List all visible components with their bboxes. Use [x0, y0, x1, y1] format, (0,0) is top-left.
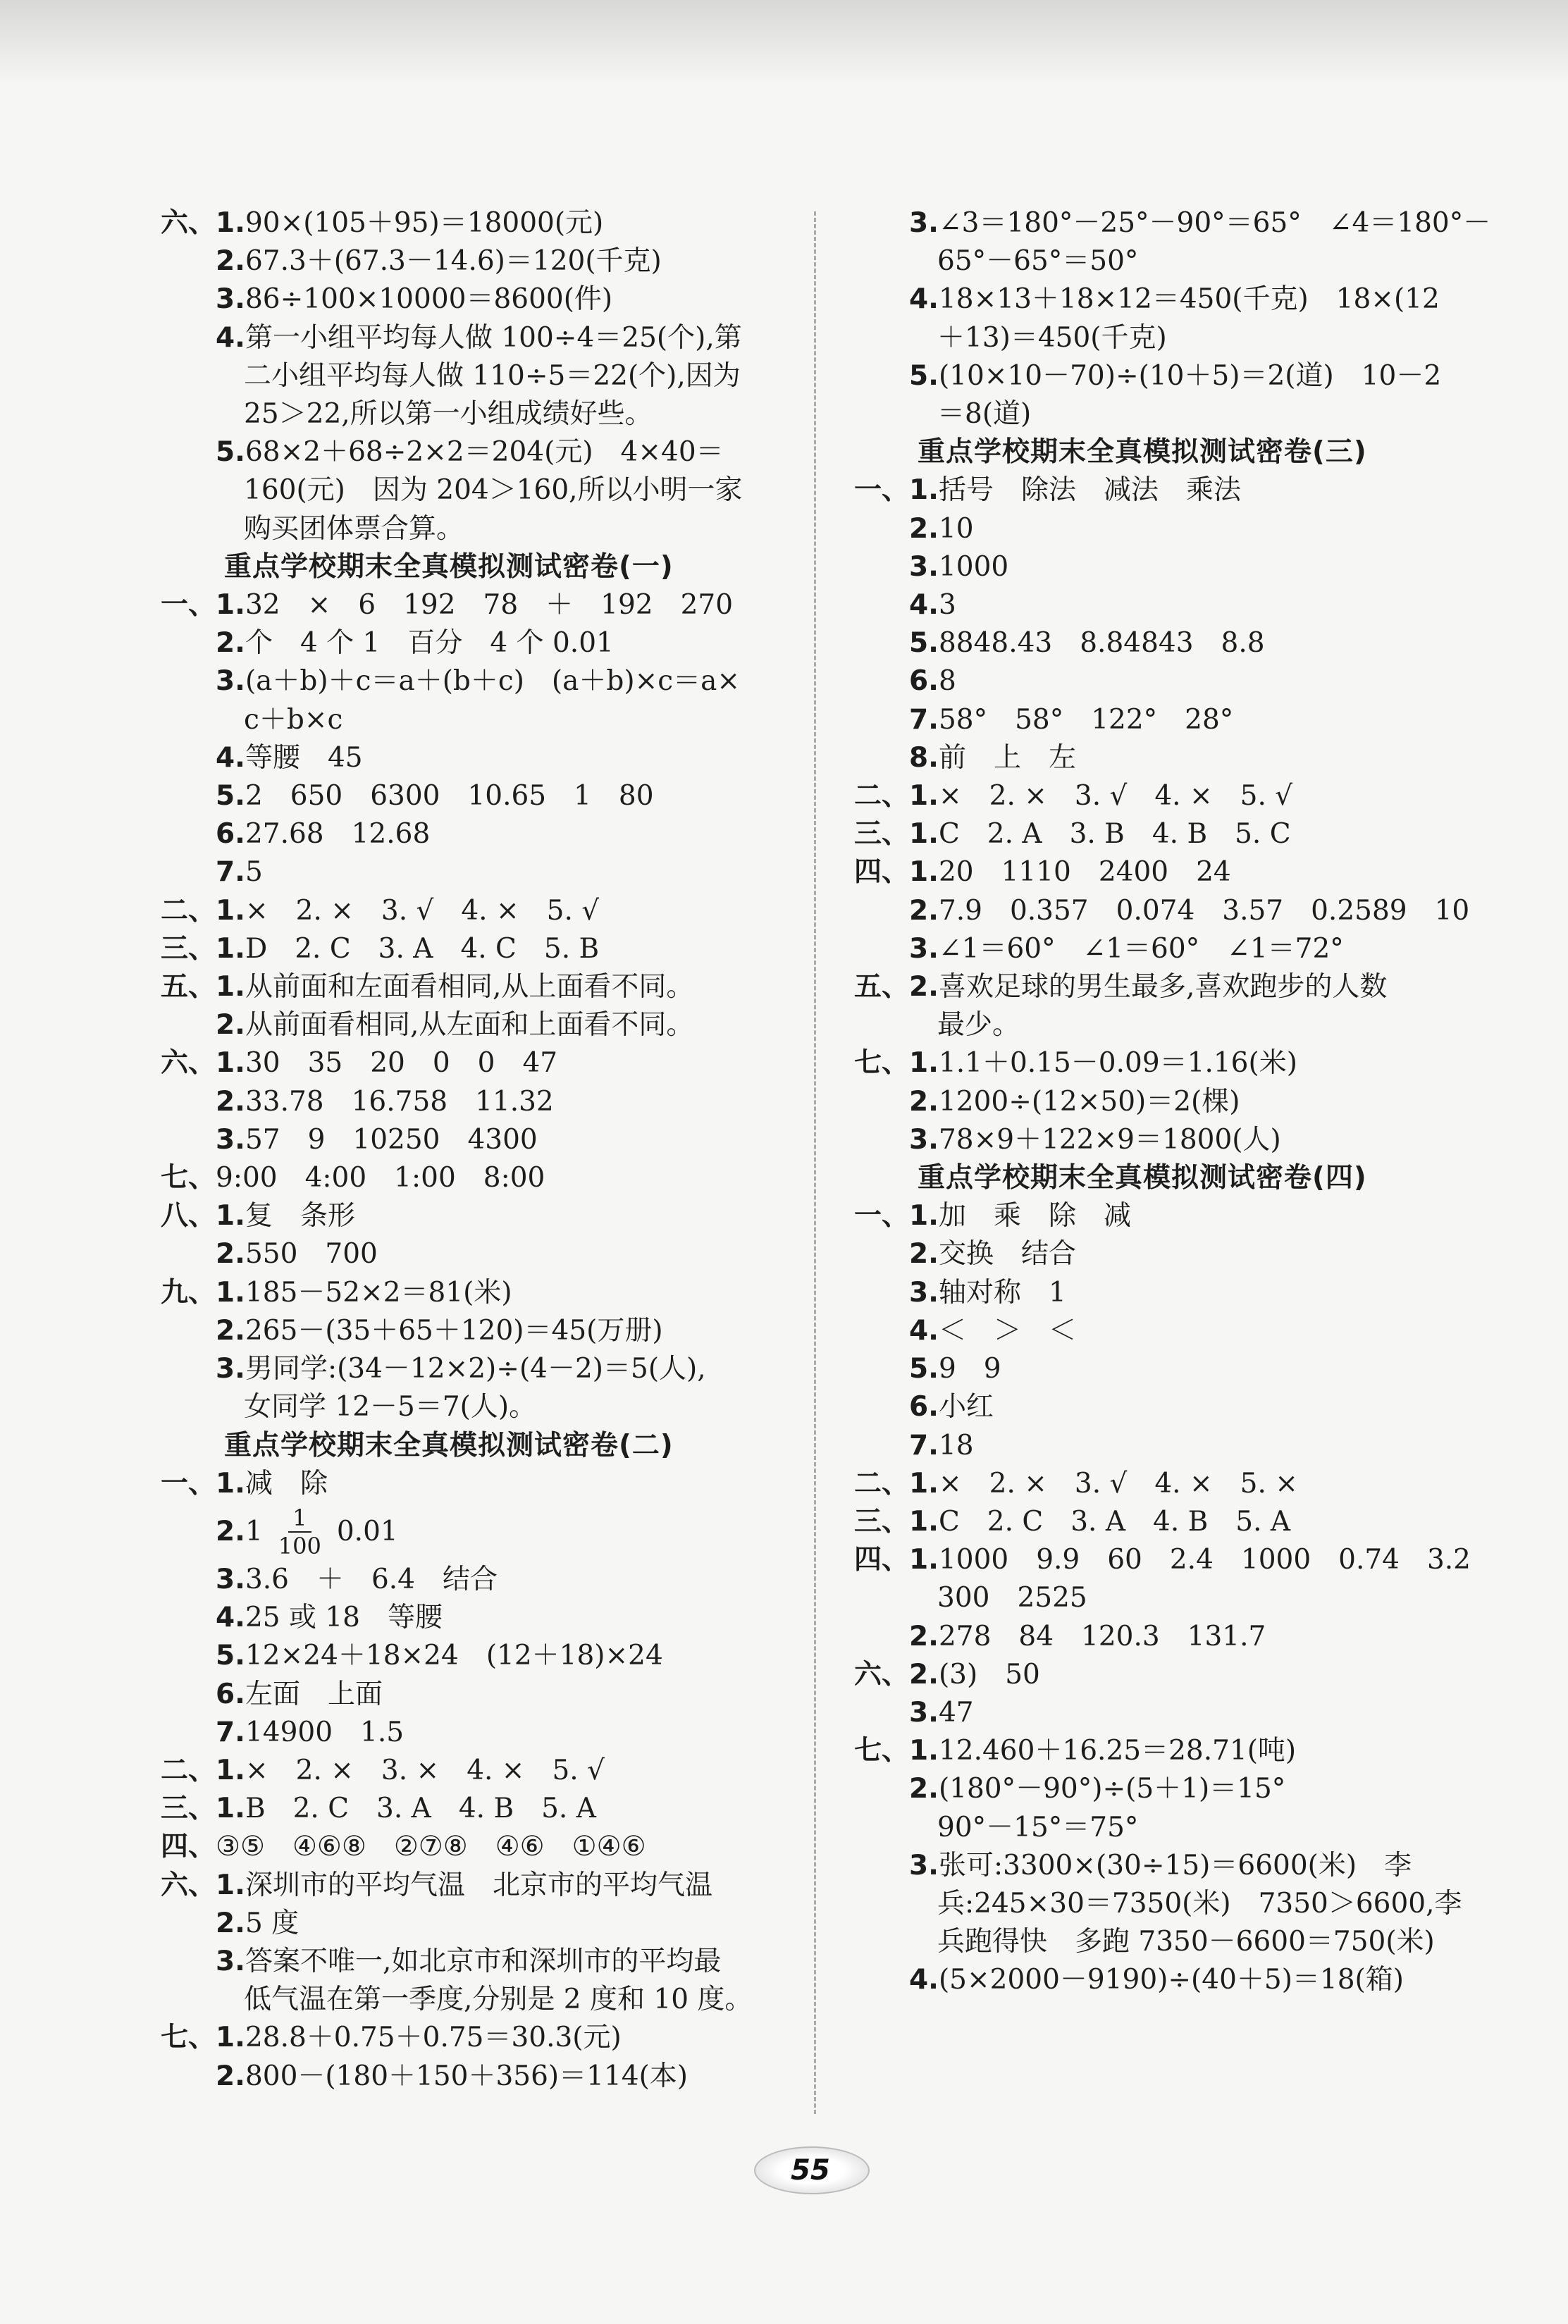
answer-text: B 2. C 3. A 4. B 5. A	[245, 1793, 596, 1825]
answer-text: 800－(180＋150＋356)＝114(本)	[245, 2060, 689, 2092]
answer-line	[161, 242, 809, 280]
question-number: 2.	[216, 1314, 245, 1347]
answer-text: × 2. × 3. √ 4. × 5. √	[938, 780, 1293, 812]
answer-line	[161, 1197, 809, 1235]
answer-text: 兵:245×30＝7350(米) 7350＞6600,李	[937, 1887, 1462, 1920]
answer-text: 25＞22,所以第一小组成绩好些。	[244, 398, 653, 431]
question-number: 7.	[909, 703, 939, 736]
fraction-numerator: 1	[288, 1504, 311, 1533]
question-number: 2.	[216, 1907, 245, 1939]
question-number: 七、	[161, 1162, 216, 1194]
answer-text: 1000 9.9 60 2.4 1000 0.74 3.2	[938, 1544, 1471, 1576]
answer-line	[161, 1981, 809, 2019]
question-number: 3.	[216, 1563, 245, 1595]
answer-text: 括号 除法 减法 乘法	[938, 474, 1241, 507]
question-number: 5.	[909, 359, 939, 392]
question-number: 4.	[216, 1602, 245, 1634]
answer-line	[854, 1274, 1502, 1312]
answer-text: 57 9 10250 4300	[245, 1123, 538, 1156]
answer-line	[161, 1905, 809, 1943]
question-number: 6.	[909, 665, 939, 698]
answer-text: 从前面看相同,从左面和上面看不同。	[245, 1009, 694, 1042]
question-number: 3.	[909, 207, 939, 239]
answer-line	[854, 1503, 1502, 1541]
answer-text: 12.460＋16.25＝28.71(吨)	[938, 1735, 1297, 1767]
answer-line	[161, 1044, 809, 1082]
answer-text: 左面 上面	[245, 1678, 383, 1710]
answer-text: 男同学:(34－12×2)÷(4－2)＝5(人),	[245, 1353, 706, 1385]
question-number: 5.	[909, 627, 939, 660]
answer-text: 二小组平均每人做 110÷5＝22(个),因为	[244, 359, 741, 392]
section-heading: 重点学校期末全真模拟测试密卷(一)	[224, 550, 674, 583]
answer-line	[854, 777, 1502, 815]
question-number: 6.	[216, 818, 245, 851]
answer-text: 65°－65°＝50°	[937, 245, 1139, 278]
page-top-shade	[0, 0, 1568, 85]
answer-line	[854, 1579, 1502, 1617]
answer-text: 278 84 120.3 131.7	[938, 1620, 1266, 1652]
answer-line	[854, 280, 1502, 319]
answer-text: ③⑤ ④⑥⑧ ②⑦⑧ ④⑥ ①④⑥	[216, 1831, 646, 1863]
answer-line	[161, 1465, 809, 1503]
answer-line	[854, 319, 1502, 357]
answer-line	[854, 586, 1502, 624]
question-number: 2.	[216, 1238, 245, 1271]
answer-line	[161, 1828, 809, 1866]
question-number: 六、1.	[161, 207, 245, 239]
answer-line	[854, 1618, 1502, 1656]
question-number: 2.	[909, 1620, 939, 1652]
section-heading: 重点学校期末全真模拟测试密卷(四)	[918, 1162, 1367, 1194]
answer-line	[161, 624, 809, 662]
answer-line	[854, 1044, 1502, 1082]
question-number: 2.	[216, 1515, 245, 1547]
answer-column-right	[854, 204, 1502, 2000]
answer-column-left	[161, 204, 809, 2096]
question-number: 3.	[909, 1696, 939, 1729]
answer-line	[854, 1197, 1502, 1235]
question-number: 六、1.	[161, 1869, 245, 1901]
answer-line	[854, 1885, 1502, 1923]
answer-text: 90×(105＋95)＝18000(元)	[245, 207, 604, 239]
answer-text: 550 700	[245, 1238, 378, 1271]
answer-line	[854, 548, 1502, 586]
answer-text: 28.8＋0.75＋0.75＝30.3(元)	[245, 2022, 622, 2054]
answer-line	[854, 853, 1502, 891]
answer-text: 160(元) 因为 204＞160,所以小明一家	[244, 474, 743, 507]
answer-text: 张可:3300×(30÷15)＝6600(米) 李	[938, 1849, 1412, 1881]
question-number: 3.	[909, 1276, 939, 1309]
answer-text: (3) 50	[938, 1658, 1040, 1691]
answer-text: 第一小组平均每人做 100÷4＝25(个),第	[245, 321, 742, 354]
section-heading: 重点学校期末全真模拟测试密卷(三)	[918, 436, 1367, 469]
question-number: 九、1.	[161, 1276, 245, 1309]
answer-line	[854, 1388, 1502, 1426]
answer-text: c＋b×c	[244, 703, 343, 736]
answer-text: 18	[938, 1429, 974, 1461]
answer-line	[161, 968, 809, 1006]
answer-line	[161, 662, 809, 700]
answer-line	[161, 2019, 809, 2057]
answer-line	[854, 815, 1502, 853]
answer-line	[854, 1427, 1502, 1465]
question-number: 三、1.	[161, 1793, 245, 1825]
answer-text: 9:00 4:00 1:00 8:00	[216, 1162, 545, 1194]
answer-text: ＜ ＞ ＜	[938, 1314, 1076, 1347]
answer-text: 最少。	[937, 1009, 1020, 1042]
question-number: 四、1.	[854, 856, 939, 889]
answer-text: 喜欢足球的男生最多,喜欢跑步的人数	[938, 971, 1388, 1003]
answer-text: 1.1＋0.15－0.09＝1.16(米)	[938, 1047, 1297, 1080]
answer-line	[854, 204, 1502, 242]
answer-text: 个 4 个 1 百分 4 个 0.01	[245, 627, 614, 660]
answer-text: (10×10－70)÷(10＋5)＝2(道) 10－2	[938, 359, 1442, 392]
answer-text: 答案不唯一,如北京市和深圳市的平均最	[245, 1945, 722, 1977]
answer-line	[161, 701, 809, 739]
answer-text: 86÷100×10000＝8600(件)	[245, 283, 613, 316]
answer-text: 兵跑得快 多跑 7350－6600＝750(米)	[937, 1926, 1435, 1958]
question-number: 二、1.	[161, 1754, 245, 1786]
question-number: 二、1.	[161, 894, 245, 927]
answer-text: 1000	[938, 550, 1009, 583]
answer-line	[161, 1714, 809, 1752]
answer-line	[161, 815, 809, 853]
answer-line	[161, 1943, 809, 1981]
question-number: 6.	[216, 1678, 245, 1710]
answer-line	[161, 510, 809, 548]
answer-text: 25 或 18 等腰	[245, 1602, 443, 1634]
question-number: 6.	[909, 1391, 939, 1423]
answer-line	[854, 624, 1502, 662]
question-number: 2.	[909, 894, 939, 927]
question-number: 六、1.	[161, 1047, 245, 1080]
question-number: 2.	[216, 2060, 245, 2092]
answer-text: 90°－15°＝75°	[937, 1811, 1139, 1843]
question-number: 二、1.	[854, 780, 939, 812]
question-number: 2.	[909, 1085, 939, 1118]
question-number: 2.	[216, 1009, 245, 1042]
question-number: 一、1.	[161, 589, 245, 622]
question-number: 2.	[909, 512, 939, 545]
answer-line	[161, 1350, 809, 1388]
answer-line	[854, 930, 1502, 968]
question-number: 8.	[909, 741, 939, 774]
answer-text: 5 度	[245, 1907, 300, 1939]
question-number: 七、1.	[854, 1047, 939, 1080]
answer-text: 购买团体票合算。	[244, 512, 464, 545]
question-number: 一、1.	[854, 474, 939, 507]
answer-line	[161, 892, 809, 930]
answer-line	[854, 1961, 1502, 1999]
answer-text: 18×13＋18×12＝450(千克) 18×(12	[938, 283, 1440, 316]
answer-text: 复 条形	[245, 1200, 355, 1232]
answer-line	[854, 510, 1502, 548]
question-number: 一、1.	[854, 1200, 939, 1232]
question-number: 7.	[216, 1716, 245, 1748]
answer-line	[161, 1637, 809, 1675]
answer-text: 从前面和左面看相同,从上面看不同。	[245, 971, 694, 1003]
answer-text: 67.3＋(67.3－14.6)＝120(千克)	[245, 245, 662, 278]
question-number: 七、1.	[854, 1735, 939, 1767]
answer-text: 185－52×2＝81(米)	[245, 1276, 512, 1309]
question-number: 5.	[216, 1640, 245, 1672]
answer-line	[161, 319, 809, 357]
answer-line	[854, 1312, 1502, 1350]
answer-line	[854, 892, 1502, 930]
answer-line	[854, 395, 1502, 433]
answer-line	[854, 701, 1502, 739]
answer-line	[161, 853, 809, 891]
answer-text: 265－(35＋65＋120)＝45(万册)	[245, 1314, 663, 1347]
answer-text: (5×2000－9190)÷(40＋5)＝18(箱)	[938, 1964, 1404, 1996]
answer-text: 加 乘 除 减	[938, 1200, 1131, 1232]
answer-line	[161, 1235, 809, 1273]
answer-text: 10	[938, 512, 974, 545]
answer-text: 27.68 12.68	[245, 818, 431, 851]
answer-text: 300 2525	[937, 1582, 1087, 1614]
answer-text: 1200÷(12×50)＝2(棵)	[938, 1085, 1240, 1118]
question-number: 二、1.	[854, 1467, 939, 1500]
answer-text: × 2. × 3. × 4. × 5. √	[245, 1754, 605, 1786]
answer-text: 33.78 16.758 11.32	[245, 1085, 554, 1118]
answer-line	[854, 739, 1502, 777]
answer-text: 小红	[938, 1391, 994, 1423]
answer-line	[854, 1923, 1502, 1961]
question-number: 4.	[909, 1314, 939, 1347]
answer-text: C 2. A 3. B 4. B 5. C	[938, 818, 1291, 851]
question-number: 一、1.	[161, 1467, 245, 1500]
answer-text: 0.01	[336, 1515, 398, 1547]
answer-line	[854, 471, 1502, 509]
answer-text: ∠3＝180°－25°－90°＝65° ∠4＝180°－	[938, 207, 1491, 239]
answer-line	[161, 1599, 809, 1637]
page-number-badge	[754, 2142, 867, 2199]
answer-text: C 2. C 3. A 4. B 5. A	[938, 1505, 1291, 1538]
question-number: 三、1.	[854, 818, 939, 851]
answer-line	[161, 471, 809, 509]
answer-line	[854, 1465, 1502, 1503]
answer-line	[161, 204, 809, 242]
question-number: 四、1.	[854, 1544, 939, 1576]
answer-text: 32 × 6 192 78 ＋ 192 270	[245, 589, 734, 622]
question-number: 八、1.	[161, 1200, 245, 1232]
question-number: 五、1.	[161, 971, 245, 1003]
answer-text: 交换 结合	[938, 1238, 1076, 1271]
answer-text: 9 9	[938, 1353, 1001, 1385]
answer-text: 58° 58° 122° 28°	[938, 703, 1234, 736]
question-number: 2.	[909, 1238, 939, 1271]
question-number: 4.	[909, 283, 939, 316]
question-number: 5.	[216, 436, 245, 469]
answer-line	[854, 1083, 1502, 1121]
answer-line	[854, 1541, 1502, 1579]
answer-line	[161, 1503, 809, 1561]
answer-text: ＋13)＝450(千克)	[937, 321, 1167, 354]
question-number: 五、2.	[854, 971, 939, 1003]
page-number: 55	[791, 2154, 830, 2187]
question-number: 2.	[216, 245, 245, 278]
question-number: 六、2.	[854, 1658, 939, 1691]
answer-line	[161, 1083, 809, 1121]
question-number: 4.	[909, 1964, 939, 1996]
question-number: 3.	[909, 1123, 939, 1156]
question-number: 4.	[909, 589, 939, 622]
answer-line	[161, 1388, 809, 1426]
question-number: 七、1.	[161, 2022, 245, 2054]
answer-line	[854, 968, 1502, 1006]
question-number: 2.	[216, 1085, 245, 1118]
answer-line	[161, 2058, 809, 2096]
answer-text: 8	[938, 665, 956, 698]
fraction	[278, 1504, 321, 1559]
answer-line	[854, 1656, 1502, 1694]
answer-line	[161, 1752, 809, 1790]
question-number: 4.	[216, 321, 245, 354]
answer-line	[161, 1274, 809, 1312]
answer-text: 轴对称 1	[938, 1276, 1066, 1309]
answer-line	[854, 1770, 1502, 1808]
answer-line	[161, 433, 809, 471]
answer-line	[161, 586, 809, 624]
answer-line	[161, 1561, 809, 1599]
answer-text: 7.9 0.357 0.074 3.57 0.2589 10	[938, 894, 1470, 927]
answer-text: 减 除	[245, 1467, 328, 1500]
answer-text: 8848.43 8.84843 8.8	[938, 627, 1265, 660]
answer-line	[161, 1159, 809, 1197]
answer-line	[854, 1006, 1502, 1044]
answer-text: 深圳市的平均气温 北京市的平均气温	[245, 1869, 712, 1901]
answer-text: 1	[245, 1515, 263, 1547]
answer-line	[854, 1235, 1502, 1273]
answer-line	[161, 930, 809, 968]
column-divider	[814, 211, 816, 2114]
answer-line	[854, 1694, 1502, 1732]
answer-text: × 2. × 3. √ 4. × 5. √	[245, 894, 600, 927]
answer-text: × 2. × 3. √ 4. × 5. ×	[938, 1467, 1298, 1500]
answer-text: (180°－90°)÷(5＋1)＝15°	[938, 1773, 1286, 1805]
question-number: 3.	[216, 283, 245, 316]
answer-line	[854, 1847, 1502, 1885]
answer-text: 女同学 12－5＝7(人)。	[244, 1391, 537, 1423]
answer-line	[161, 739, 809, 777]
answer-line	[854, 1809, 1502, 1847]
answer-line	[854, 662, 1502, 700]
answer-text: 2 650 6300 10.65 1 80	[245, 780, 654, 812]
answer-line	[161, 1676, 809, 1714]
answer-line	[854, 1732, 1502, 1770]
answer-line	[854, 357, 1502, 395]
answer-line	[161, 777, 809, 815]
answer-text: 78×9＋122×9＝1800(人)	[938, 1123, 1281, 1156]
question-number: 5.	[216, 780, 245, 812]
answer-text: 低气温在第一季度,分别是 2 度和 10 度。	[244, 1984, 753, 2016]
answer-text: 20 1110 2400 24	[938, 856, 1231, 889]
section-heading: 重点学校期末全真模拟测试密卷(二)	[224, 1429, 674, 1461]
answer-line	[161, 1790, 809, 1828]
answer-line	[161, 357, 809, 395]
question-number: 三、1.	[161, 932, 245, 965]
answer-text: 47	[938, 1696, 974, 1729]
answer-line	[854, 1350, 1502, 1388]
answer-line	[161, 1867, 809, 1905]
answer-text: 前 上 左	[938, 741, 1076, 774]
question-number: 4.	[216, 741, 245, 774]
answer-text: 5	[245, 856, 263, 889]
question-number: 3.	[909, 550, 939, 583]
question-number: 四、	[161, 1831, 216, 1863]
question-number: 3.	[216, 665, 245, 698]
answer-text: 12×24＋18×24 (12＋18)×24	[245, 1640, 663, 1672]
answer-text: 30 35 20 0 0 47	[245, 1047, 558, 1080]
answer-line	[854, 1121, 1502, 1159]
answer-text: D 2. C 3. A 4. C 5. B	[245, 932, 600, 965]
answer-line	[161, 395, 809, 433]
question-number: 3.	[216, 1123, 245, 1156]
question-number: 5.	[909, 1353, 939, 1385]
answer-line	[161, 1312, 809, 1350]
answer-text: 3	[938, 589, 956, 622]
answer-text: 14900 1.5	[245, 1716, 405, 1748]
answer-line	[161, 1121, 809, 1159]
question-number: 3.	[909, 932, 939, 965]
question-number: 3.	[216, 1353, 245, 1385]
answer-text: ∠1＝60° ∠1＝60° ∠1＝72°	[938, 932, 1344, 965]
question-number: 2.	[909, 1773, 939, 1805]
fraction-denominator: 100	[278, 1532, 321, 1559]
question-number: 三、1.	[854, 1505, 939, 1538]
answer-text: 等腰 45	[245, 741, 363, 774]
question-number: 7.	[909, 1429, 939, 1461]
question-number: 3.	[216, 1945, 245, 1977]
answer-line	[161, 1006, 809, 1044]
answer-line	[854, 242, 1502, 280]
question-number: 7.	[216, 856, 245, 889]
question-number: 3.	[909, 1849, 939, 1881]
answer-line	[161, 280, 809, 319]
answer-text: 68×2＋68÷2×2＝204(元) 4×40＝	[245, 436, 724, 469]
question-number: 2.	[216, 627, 245, 660]
answer-text: (a＋b)＋c＝a＋(b＋c) (a＋b)×c＝a×	[245, 665, 741, 698]
answer-text: ＝8(道)	[937, 398, 1032, 431]
answer-text: 3.6 ＋ 6.4 结合	[245, 1563, 498, 1595]
